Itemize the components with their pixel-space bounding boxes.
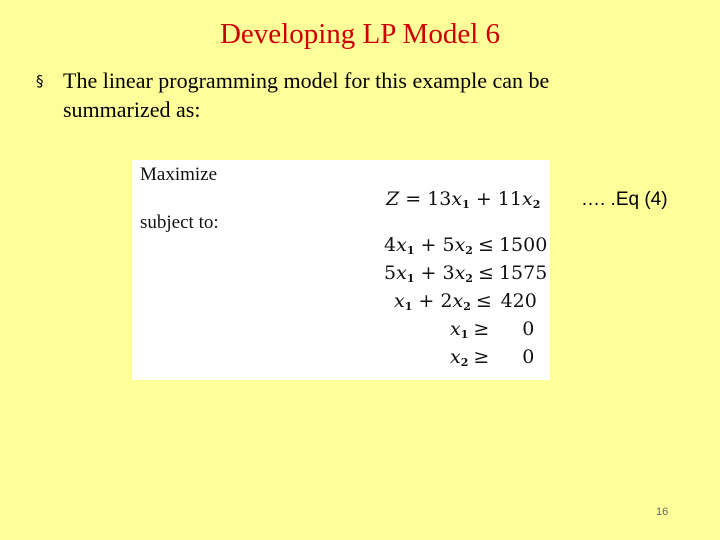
right-hand-side: 420	[500, 290, 537, 312]
subscript: 2	[465, 272, 473, 285]
operator: +	[420, 234, 437, 256]
subscript: 1	[406, 272, 415, 285]
subscript: 1	[460, 328, 469, 341]
operator: +	[475, 188, 492, 210]
subscript: 1	[462, 198, 470, 211]
objective-function	[386, 188, 540, 211]
non-negativity-row	[450, 318, 534, 341]
coefficient: 4	[384, 234, 397, 256]
subscript: 1	[404, 300, 413, 313]
relation-sign: ≤	[477, 262, 494, 284]
bullet-point	[36, 66, 636, 124]
coefficient: 13	[427, 188, 452, 210]
subscript: 1	[406, 244, 415, 257]
variable: x	[454, 262, 466, 284]
bullet-marker-icon: §	[36, 72, 44, 90]
right-hand-side: 0	[522, 346, 535, 368]
bullet-text-line-1: The linear programming model for this example can be	[63, 68, 550, 93]
non-negativity-row	[450, 346, 534, 369]
operator: +	[420, 262, 437, 284]
objective-variable: Z	[386, 188, 400, 210]
variable: x	[451, 188, 463, 210]
subscript: 2	[463, 300, 471, 313]
equation-reference: …. .Eq (4)	[581, 189, 668, 210]
slide-title: Developing LP Model 6	[219, 18, 501, 50]
right-hand-side: 1500	[498, 234, 548, 256]
coefficient: 3	[442, 262, 455, 284]
variable: x	[452, 290, 464, 312]
relation-sign: ≥	[473, 318, 490, 340]
equals-sign: =	[405, 188, 422, 210]
variable: x	[396, 262, 407, 284]
subject-to-label: subject to:	[140, 212, 219, 233]
variable: x	[396, 234, 407, 256]
relation-sign: ≤	[477, 234, 494, 256]
variable: x	[521, 188, 533, 210]
operator: +	[418, 290, 435, 312]
lp-model-figure	[132, 160, 550, 380]
constraint-row	[384, 262, 548, 285]
variable: x	[394, 290, 405, 312]
constraint-row	[394, 290, 537, 313]
subscript: 2	[465, 244, 473, 257]
page-number: 16	[656, 506, 669, 518]
constraint-row	[384, 234, 548, 257]
variable: x	[450, 318, 461, 340]
subscript: 2	[532, 198, 541, 211]
coefficient: 11	[497, 188, 522, 210]
coefficient: 5	[384, 262, 397, 284]
bullet-text-line-2: summarized as:	[63, 97, 201, 122]
subscript: 2	[460, 356, 469, 369]
coefficient: 2	[440, 290, 453, 312]
relation-sign: ≤	[475, 290, 492, 312]
maximize-label: Maximize	[140, 164, 218, 185]
coefficient: 5	[442, 234, 455, 256]
right-hand-side: 0	[522, 318, 535, 340]
variable: x	[450, 346, 461, 368]
right-hand-side: 1575	[498, 262, 548, 284]
relation-sign: ≥	[473, 346, 490, 368]
variable: x	[454, 234, 466, 256]
